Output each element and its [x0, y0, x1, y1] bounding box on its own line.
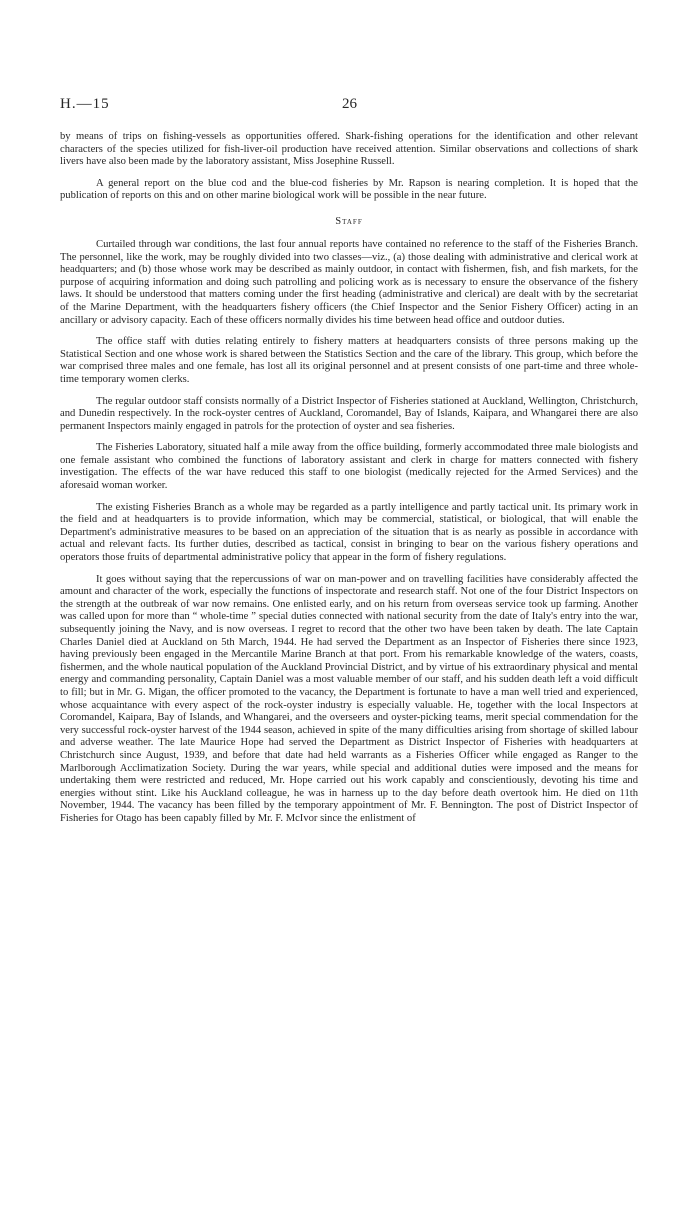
page-number: 26	[342, 96, 357, 112]
paragraph-fisheries-laboratory: The Fisheries Laboratory, situated half a mile away from the office building, formerly accommodated three male biologists and one female assistant who combined the functions of laboratory assistant and clerk in charge for matters connected with fishery investigation. The effects of the war have reduced this staff to one biologist (medically rejected for the Armed Services) and the aforesaid woman worker.	[60, 442, 638, 492]
paragraph-office-staff: The office staff with duties relating entirely to fishery matters at headquarters consists of three persons making up the Statistical Section and one whose work is shared between the Statistics Section and the care of the library. This group, which before the war comprised three males and one female, has lost all its original personnel and at present consists of one part-time and three whole-time temporary women clerks.	[60, 336, 638, 385]
paragraph-continuation: by means of trips on fishing-vessels as opportunities offered. Shark-fishing operations for the identification and other relevant characters of the species utilized for fish-liver-oil production have received attention. Similar observations and collections of shark livers have also been made by the laboratory assistant, Miss Josephine Russell.	[60, 131, 638, 168]
page-body	[60, 131, 638, 826]
paragraph-fisheries-branch-role: The existing Fisheries Branch as a whole may be regarded as a partly intelligence and partly tactical unit. Its primary work in the field and at headquarters is to provide information, which may be commercial, statistical, or biological, that will enable the Department's administrative measures to be based on an appreciation of the situation that is as nearly as possible in accordance with actual and relevant facts. Its further duties, described as tactical, consist in bringing to bear on the various fishery operations and operators those fruits of departmental administrative policy that appear in the form of fishery regulations.	[60, 501, 638, 564]
paragraph-blue-cod-report: A general report on the blue cod and the blue-cod fisheries by Mr. Rapson is nearing completion. It is hoped that the publication of reports on this and on other marine biological work will be possible in the near future.	[60, 177, 638, 202]
page-header	[60, 96, 638, 116]
paragraph-outdoor-staff: The regular outdoor staff consists normally of a District Inspector of Fisheries stationed at Auckland, Wellington, Christchurch, and Dunedin respectively. In the rock-oyster centres of Auckland, Coromandel, Bay of Islands, Kaipara, and Whangarei there are also permanent Inspectors mainly engaged in patrols for the protection of oyster and sea fisheries.	[60, 395, 638, 432]
section-heading-staff: Staff	[335, 215, 363, 227]
paragraph-war-repercussions: It goes without saying that the repercussions of war on man-power and on travelling facilities have considerably affected the amount and character of the work, especially the functions of inspectorate and research staff. Not one of the four District Inspectors on the strength at the outbreak of war now remains. One enlisted early, and on his return from overseas service took up farming. Another was called upon for more than “ whole-time ” special duties connected with national security from the date of Italy's entry into the war, subsequently joining the Navy, and is now overseas. I regret to record that the other two have been taken by death. The late Captain Charles Daniel died at Auckland on 5th March, 1944. He had served the Department as an Inspector of Fisheries there since 1923, having previously been engaged in the Mercantile Marine Branch at that port. From his remarkable knowledge of the waters, coasts, fishermen, and the whole nautical population of the Auckland Provincial District, and by virtue of his extraordinary physical and mental energy and commanding personality, Captain Daniel was a most valuable member of our staff, and his sudden death left a void difficult to fill; but in Mr. G. Migan, the officer promoted to the vacancy, the Department is fortunate to have a man well tried and experienced, whose acquaintance with every aspect of the rock-oyster industry is especially valuable. He, together with the local Inspectors at Coromandel, Kaipara, Bay of Islands, and Whangarei, and the overseers and oyster-picking teams, merit special commendation for the very successful rock-oyster harvest of the 1944 season, achieved in spite of the many difficulties arising from shortage of skilled labour and adverse weather. The late Maurice Hope had served the Department as District Inspector of Fisheries with headquarters at Christchurch since August, 1939, and before that date had held warrants as a Fisheries Officer while engaged as Ranger to the Marlborough Acclimatization Society. During the war years, while special and additional duties were imposed and the means for undertaking them were restricted and reduced, Mr. Hope carried out his work capably and conscientiously, devoting his time and energies without stint. Like his Auckland colleague, he was in harness up to the day before death overtook him. He died on 11th November, 1944. The vacancy has been filled by the temporary appointment of Mr. F. Bennington. The post of District Inspector of Fisheries for Otago has been capably filled by Mr. F. McIvor since the enlistment of	[60, 573, 638, 824]
report-reference: H.—15	[60, 96, 110, 112]
paragraph-staff-overview: Curtailed through war conditions, the last four annual reports have contained no reference to the staff of the Fisheries Branch. The personnel, like the work, may be roughly divided into two classes—viz., (a) those dealing with administrative and clerical work at headquarters; and (b) those whose work may be described as mainly outdoor, in contact with fishermen, fish, and fish markets, for the purpose of acquiring information and doing such patrolling and policing work as is necessary to ensure the observance of the fishery laws. It should be understood that matters coming under the first heading (administrative and clerical) are dealt with by the secretariat of the Marine Department, with the headquarters fishery officers (the Chief Inspector and the Senior Fishery Officer) acting in an ancillary or advisory capacity. Each of these officers normally divides his time between head office and outdoor duties.	[60, 238, 638, 326]
